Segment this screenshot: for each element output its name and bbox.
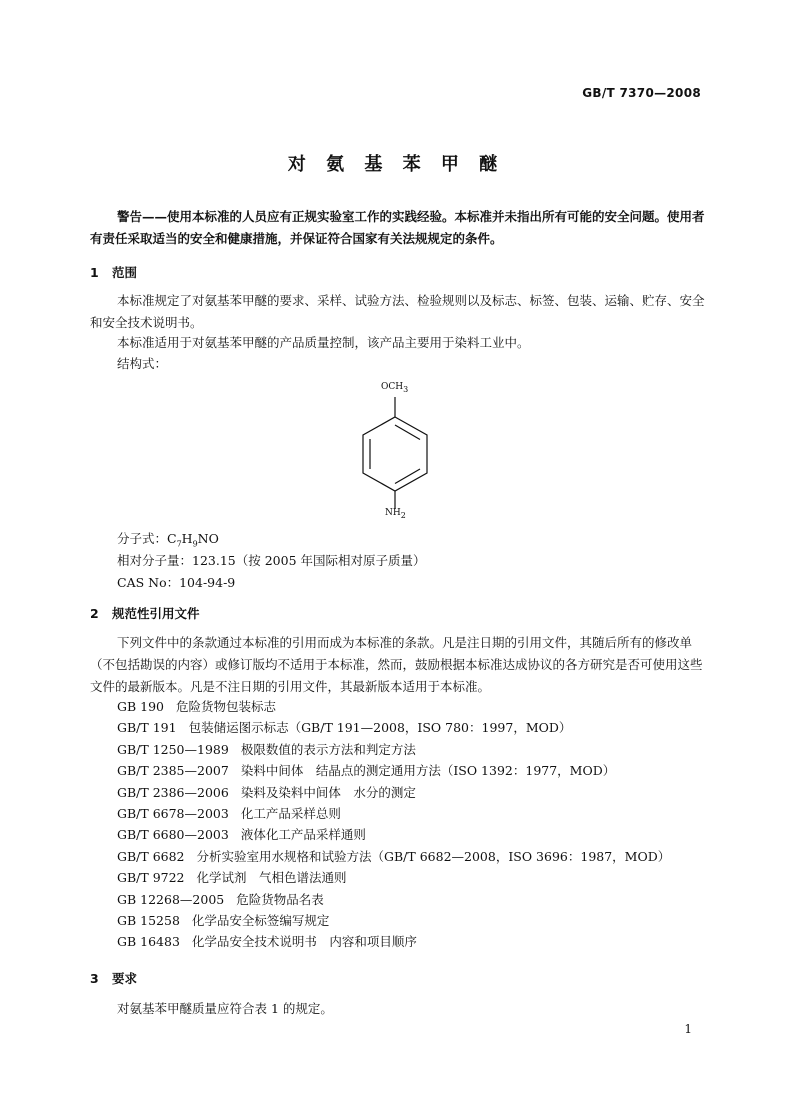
section-number: 1 (90, 265, 99, 280)
cas-number: CAS No：104-94-9 (117, 575, 236, 590)
requirements-paragraph: 对氨基苯甲醚质量应符合表 1 的规定。 (117, 1001, 333, 1016)
reference-item: GB 190 危险货物包装标志 (117, 699, 277, 714)
standard-number: GB/T 7370—2008 (582, 86, 701, 100)
reference-item: GB 12268—2005 危险货物品名表 (117, 891, 324, 907)
reference-item: GB/T 9722 化学试剂 气相色谱法通则 (117, 870, 347, 886)
scope-paragraph-2: 本标准适用于对氨基苯甲醚的产品质量控制，该产品主要用于染料工业中。 (117, 335, 530, 350)
amino-group-label: $NH_2$ (385, 508, 406, 520)
section-title: 范围 (112, 265, 138, 280)
reference-item: GB/T 6682 分析实验室用水规格和试验方法（GB/T 6682—2008，ISO 3696：1987，MOD） (117, 848, 671, 864)
reference-item: GB/T 191 包装储运图示标志（GB/T 191—2008，ISO 780：1997，MOD） (117, 720, 572, 736)
section-3-heading (90, 969, 137, 987)
reference-item: GB 15258 化学品安全标签编写规定 (117, 912, 330, 928)
reference-list (117, 696, 670, 953)
page-number: 1 (684, 1022, 692, 1036)
section-2-heading (90, 604, 200, 622)
benzene-ring (345, 375, 445, 525)
document-title: 对 氨 基 苯 甲 醚 (287, 154, 505, 175)
structural-formula (345, 375, 445, 525)
section-title: 要求 (112, 971, 138, 986)
section-number: 2 (90, 606, 99, 621)
molecular-weight: 相对分子量：123.15（按 2005 年国际相对原子质量） (117, 553, 426, 568)
reference-item: GB/T 1250—1989 极限数值的表示方法和判定方法 (117, 741, 416, 757)
section-number: 3 (90, 971, 99, 986)
methoxy-group-label: $OCH_3$ (381, 382, 409, 394)
normative-references-intro: 下列文件中的条款通过本标准的引用而成为本标准的条款。凡是注日期的引用文件，其随后所有的修改单（不包括勘误的内容）或修订版均不适用于本标准，然而，鼓励根据本标准达成协议的各方研究是否可使用这些文件的最新版本。凡是不注日期的引用文件，其最新版本适用于本标准。 (90, 635, 703, 694)
scope-paragraph-1: 本标准规定了对氨基苯甲醚的要求、采样、试验方法、检验规则以及标志、标签、包装、运输、贮存、安全和安全技术说明书。 (90, 293, 705, 330)
reference-item: GB/T 6678—2003 化工产品采样总则 (117, 805, 341, 821)
reference-item: GB 16483 化学品安全技术说明书 内容和项目顺序 (117, 934, 417, 950)
section-title: 规范性引用文件 (112, 606, 200, 621)
reference-item: GB/T 6680—2003 液体化工产品采样通则 (117, 827, 366, 843)
section-1-heading (90, 263, 137, 281)
warning-paragraph: 警告——使用本标准的人员应有正规实验室工作的实践经验。本标准并未指出所有可能的安全问题。使用者有责任采取适当的安全和健康措施，并保证符合国家有关法规规定的条件。 (90, 209, 705, 246)
structure-label: 结构式： (117, 356, 168, 371)
molecular-formula: 分子式：$C_7H_9NO$ (117, 531, 219, 549)
reference-item: GB/T 2386—2006 染料及染料中间体 水分的测定 (117, 784, 416, 800)
reference-item: GB/T 2385—2007 染料中间体 结晶点的测定通用方法（ISO 1392：1977，MOD） (117, 763, 616, 779)
